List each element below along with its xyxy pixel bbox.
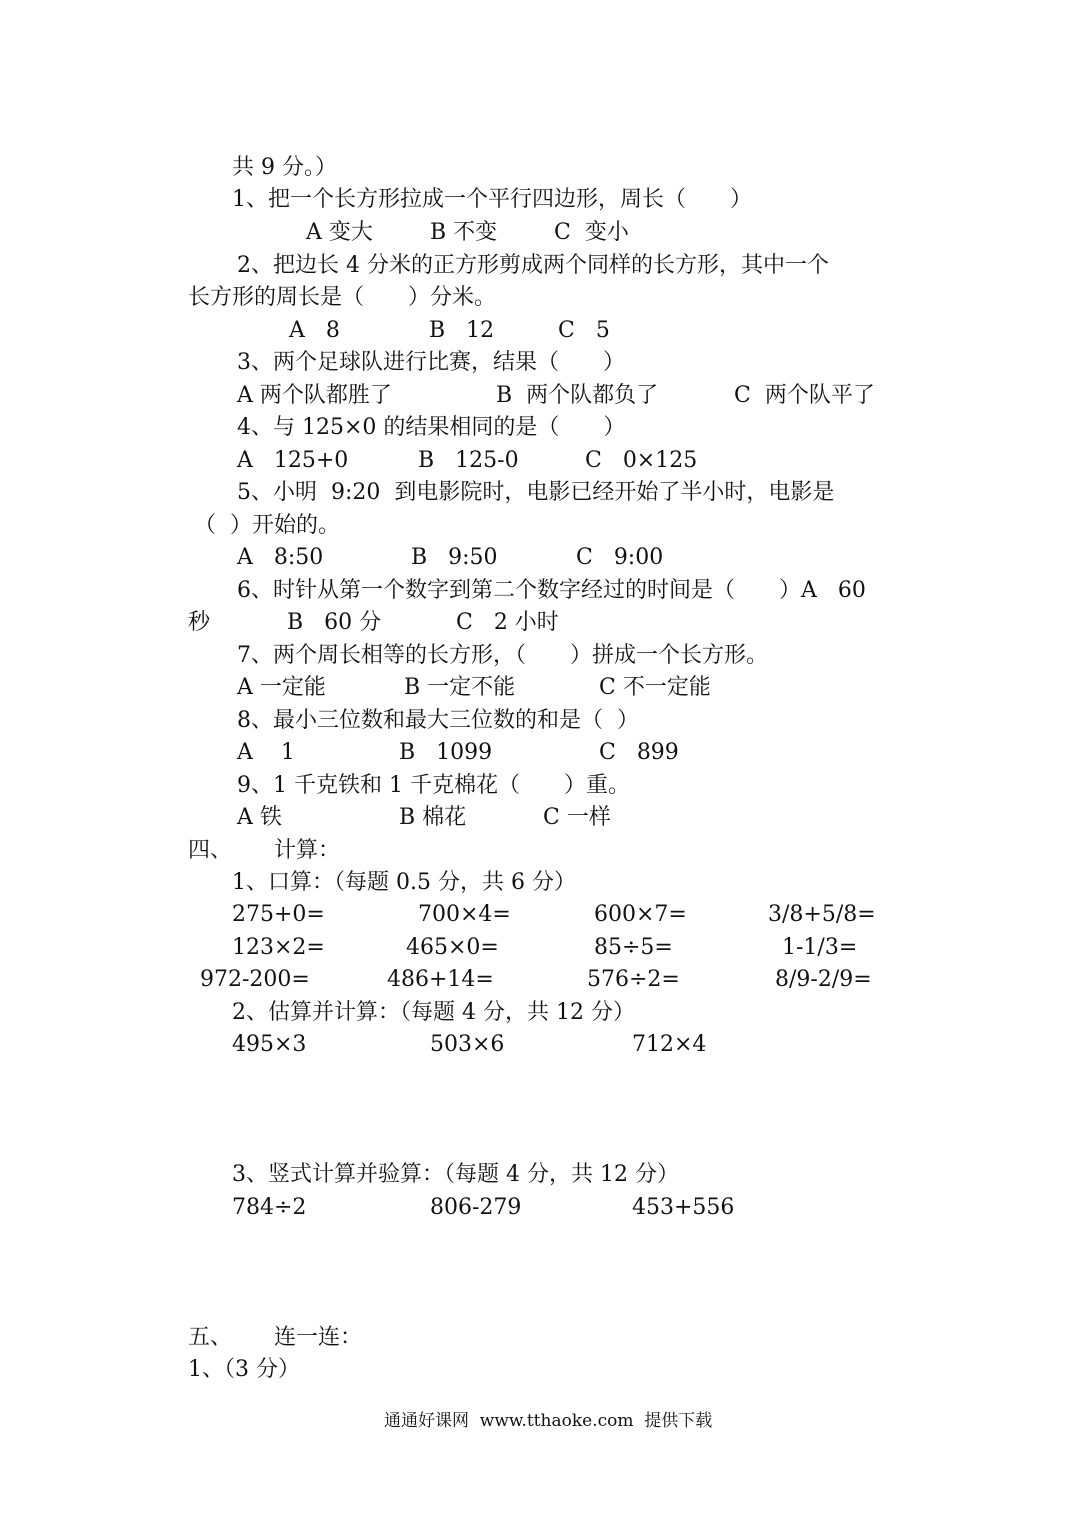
q9-stem: 9、1 千克铁和 1 千克棉花（ ）重。 (237, 773, 630, 798)
oral-row3-item1: 972-200= (200, 967, 310, 992)
estimate-item1: 495×3 (232, 1032, 307, 1057)
q3-stem: 3、两个足球队进行比赛，结果（ ） (237, 350, 625, 375)
q2-option-c: C 5 (558, 318, 610, 343)
q7-option-c: C 不一定能 (599, 675, 711, 700)
q5-option-a: A 8:50 (237, 545, 324, 570)
q4-option-a: A 125+0 (237, 448, 349, 473)
q3-option-c: C 两个队平了 (734, 383, 875, 408)
q1-option-b: B 不变 (430, 220, 498, 245)
q2-option-b: B 12 (429, 318, 495, 343)
q8-stem: 8、最小三位数和最大三位数的和是（ ） (237, 708, 639, 733)
estimate-item2: 503×6 (430, 1032, 505, 1057)
q2-stem-line1: 2、把边长 4 分米的正方形剪成两个同样的长方形，其中一个 (237, 253, 829, 278)
oral-row1-item3: 600×7= (594, 902, 687, 927)
section4-title: 计算： (274, 838, 341, 863)
q4-option-c: C 0×125 (585, 448, 698, 473)
q4-stem: 4、与 125×0 的结果相同的是（ ） (237, 415, 626, 440)
q9-option-b: B 棉花 (399, 805, 467, 830)
q2-option-a: A 8 (289, 318, 340, 343)
q6-stem-line1: 6、时针从第一个数字到第二个数字经过的时间是（ ）A 60 (237, 578, 866, 603)
section4-number: 四、 (188, 838, 233, 863)
vertical-item1: 784÷2 (232, 1195, 307, 1220)
q7-option-b: B 一定不能 (404, 675, 516, 700)
q8-option-c: C 899 (599, 740, 679, 765)
q2-stem-line2: 长方形的周长是（ ）分米。 (188, 285, 497, 310)
q5-option-c: C 9:00 (576, 545, 664, 570)
q6-option-c: C 2 小时 (456, 610, 559, 635)
oral-row2-item2: 465×0= (406, 935, 499, 960)
oral-row1-item4: 3/8+5/8= (768, 902, 876, 927)
section5-number: 五、 (188, 1325, 233, 1350)
oral-row2-item4: 1-1/3= (782, 935, 858, 960)
q1-option-c: C 变小 (554, 220, 629, 245)
section5-title: 连一连： (274, 1325, 363, 1350)
oral-row1-item1: 275+0= (232, 902, 325, 927)
q6-option-b: B 60 分 (287, 610, 382, 635)
sub3-title: 3、竖式计算并验算：（每题 4 分，共 12 分） (232, 1162, 679, 1187)
oral-row2-item1: 123×2= (232, 935, 325, 960)
q7-option-a: A 一定能 (237, 675, 326, 700)
q5-option-b: B 9:50 (411, 545, 498, 570)
section5-sub1: 1、（3 分） (188, 1357, 300, 1382)
q9-option-c: C 一样 (543, 805, 611, 830)
q7-stem: 7、两个周长相等的长方形，（ ）拼成一个长方形。 (237, 643, 768, 668)
q5-stem-line2: （ ）开始的。 (194, 513, 340, 538)
oral-row3-item2: 486+14= (387, 967, 494, 992)
estimate-item3: 712×4 (632, 1032, 707, 1057)
q3-option-a: A 两个队都胜了 (237, 383, 392, 408)
sub2-title: 2、估算并计算：（每题 4 分，共 12 分） (232, 1000, 635, 1025)
q1-stem: 1、把一个长方形拉成一个平行四边形，周长（ ） (232, 187, 752, 212)
q9-option-a: A 铁 (237, 805, 282, 830)
sub1-title: 1、口算：（每题 0.5 分，共 6 分） (232, 870, 576, 895)
vertical-item3: 453+556 (632, 1195, 735, 1220)
q3-option-b: B 两个队都负了 (496, 383, 659, 408)
oral-row3-item4: 8/9-2/9= (775, 967, 872, 992)
q1-option-a: A 变大 (306, 220, 373, 245)
q5-stem-line1: 5、小明 9:20 到电影院时，电影已经开始了半小时，电影是 (237, 480, 835, 505)
oral-row1-item2: 700×4= (418, 902, 511, 927)
q6-stem-line2: 秒 (188, 610, 211, 635)
q4-option-b: B 125-0 (418, 448, 519, 473)
oral-row2-item3: 85÷5= (594, 935, 673, 960)
section3-intro-tail: 共 9 分。） (232, 155, 337, 180)
vertical-item2: 806-279 (430, 1195, 522, 1220)
q8-option-b: B 1099 (399, 740, 493, 765)
oral-row3-item3: 576÷2= (587, 967, 680, 992)
page-footer: 通通好课网 www.tthaoke.com 提供下载 (384, 1411, 713, 1431)
q8-option-a: A 1 (237, 740, 295, 765)
